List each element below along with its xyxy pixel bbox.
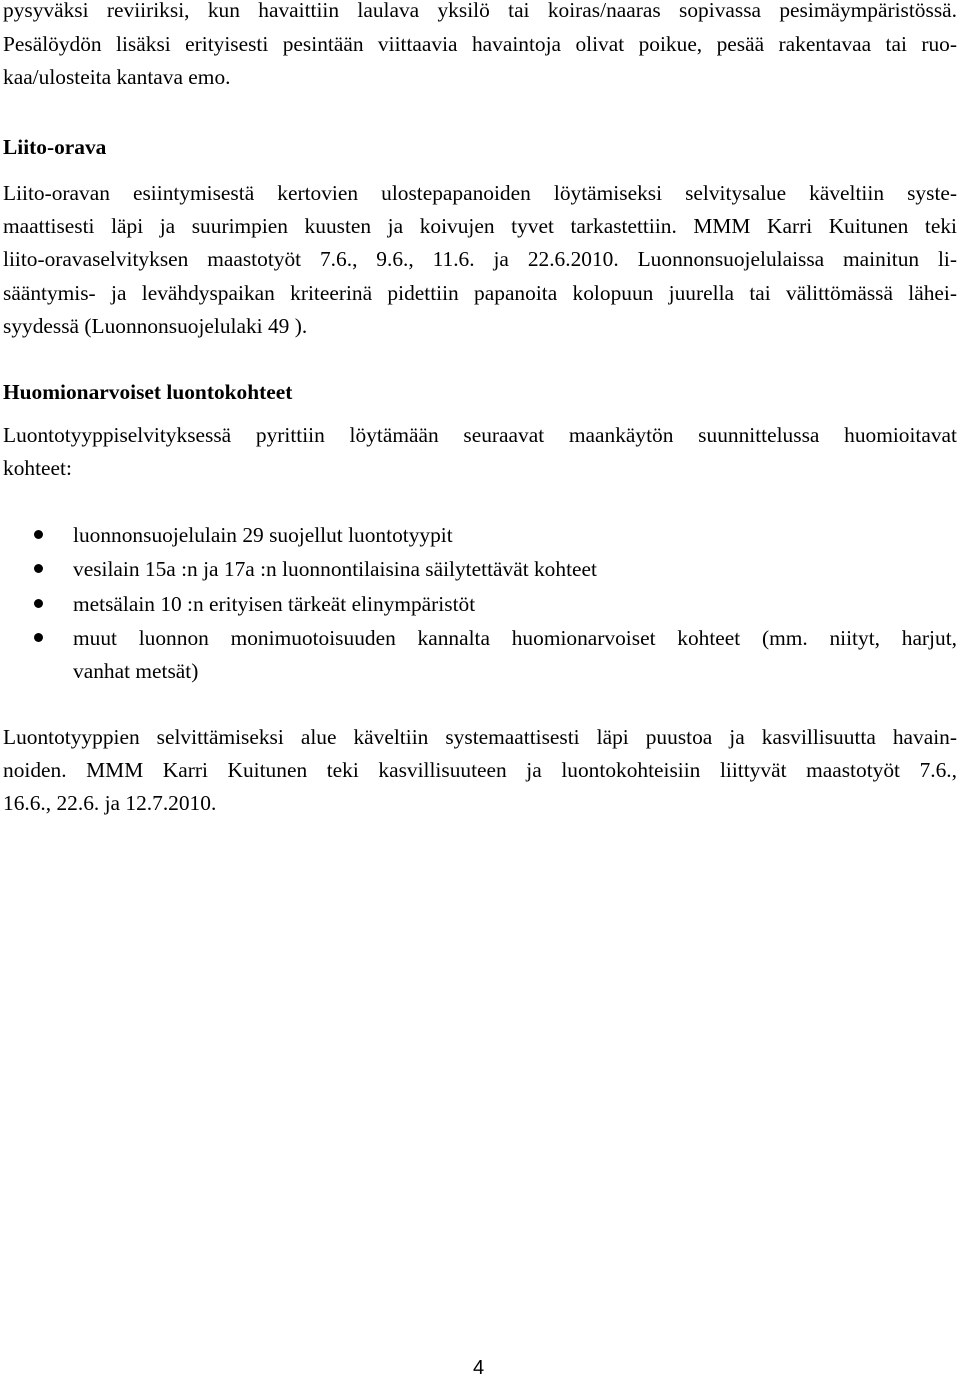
bullet-icon	[34, 564, 43, 573]
list-item-text: luonnonsuojelulain 29 suojellut luontotyypit	[73, 523, 453, 547]
closing-line-2: noiden. MMM Karri Kuitunen teki kasvillisuuteen ja luontokohteisiin liittyvät maastotyöt 7.6.,	[3, 758, 957, 782]
list-item-text: muut luonnon monimuotoisuuden kannalta huomionarvoiset kohteet (mm. niityt, harjut,	[73, 626, 957, 650]
list-item-text: vanhat metsät)	[73, 659, 199, 683]
liito-orava-line-1: Liito-oravan esiintymisestä kertovien ulostepapanoiden löytämiseksi selvitysalue käveltiin syste-	[3, 181, 957, 205]
bullet-icon	[34, 599, 43, 608]
closing-line-3: 16.6., 22.6. ja 12.7.2010.	[3, 791, 217, 815]
page-number: 4	[473, 1357, 485, 1379]
huomionarvoiset-intro-line-1: Luontotyyppiselvityksessä pyrittiin löytämään seuraavat maankäytön suunnittelussa huomioitavat	[3, 423, 957, 447]
section-heading-huomionarvoiset: Huomionarvoiset luontokohteet	[3, 380, 293, 404]
bullet-icon	[34, 633, 43, 642]
list-item-text: metsälain 10 :n erityisen tärkeät elinympäristöt	[73, 592, 476, 616]
list-item	[3, 591, 957, 617]
liito-orava-line-5: syydessä (Luonnonsuojelulaki 49 ).	[3, 314, 308, 338]
list-item	[3, 556, 957, 582]
section-heading-liito-orava: Liito-orava	[3, 135, 107, 159]
closing-line-1: Luontotyyppien selvittämiseksi alue käveltiin systemaattisesti läpi puustoa ja kasvillisuutta havain-	[3, 725, 957, 749]
intro-line-3: kaa/ulosteita kantava emo.	[3, 65, 231, 89]
list-item-text: vesilain 15a :n ja 17a :n luonnontilaisina säilytettävät kohteet	[73, 557, 597, 581]
list-item	[3, 522, 957, 548]
intro-line-1: pysyväksi reviiriksi, kun havaittiin laulava yksilö tai koiras/naaras sopivassa pesimäympäristössä.	[3, 0, 957, 22]
liito-orava-line-2: maattisesti läpi ja suurimpien kuusten ja koivujen tyvet tarkastettiin. MMM Karri Kuitunen teki	[3, 214, 957, 238]
huomionarvoiset-intro-line-2: kohteet:	[3, 456, 72, 480]
bullet-icon	[34, 530, 43, 539]
liito-orava-line-3: liito-oravaselvityksen maastotyöt 7.6., 9.6., 11.6. ja 22.6.2010. Luonnonsuojelulaissa mainitun li-	[3, 247, 957, 271]
intro-line-2: Pesälöydön lisäksi erityisesti pesintään viittaavia havaintoja olivat poikue, pesää rakentavaa tai ruo-	[3, 32, 957, 56]
list-item	[3, 625, 957, 651]
liito-orava-line-4: sääntymis- ja levähdyspaikan kriteerinä pidettiin papanoita kolopuun juurella tai välittömässä lähei-	[3, 281, 957, 305]
list-item-continuation	[3, 658, 957, 684]
